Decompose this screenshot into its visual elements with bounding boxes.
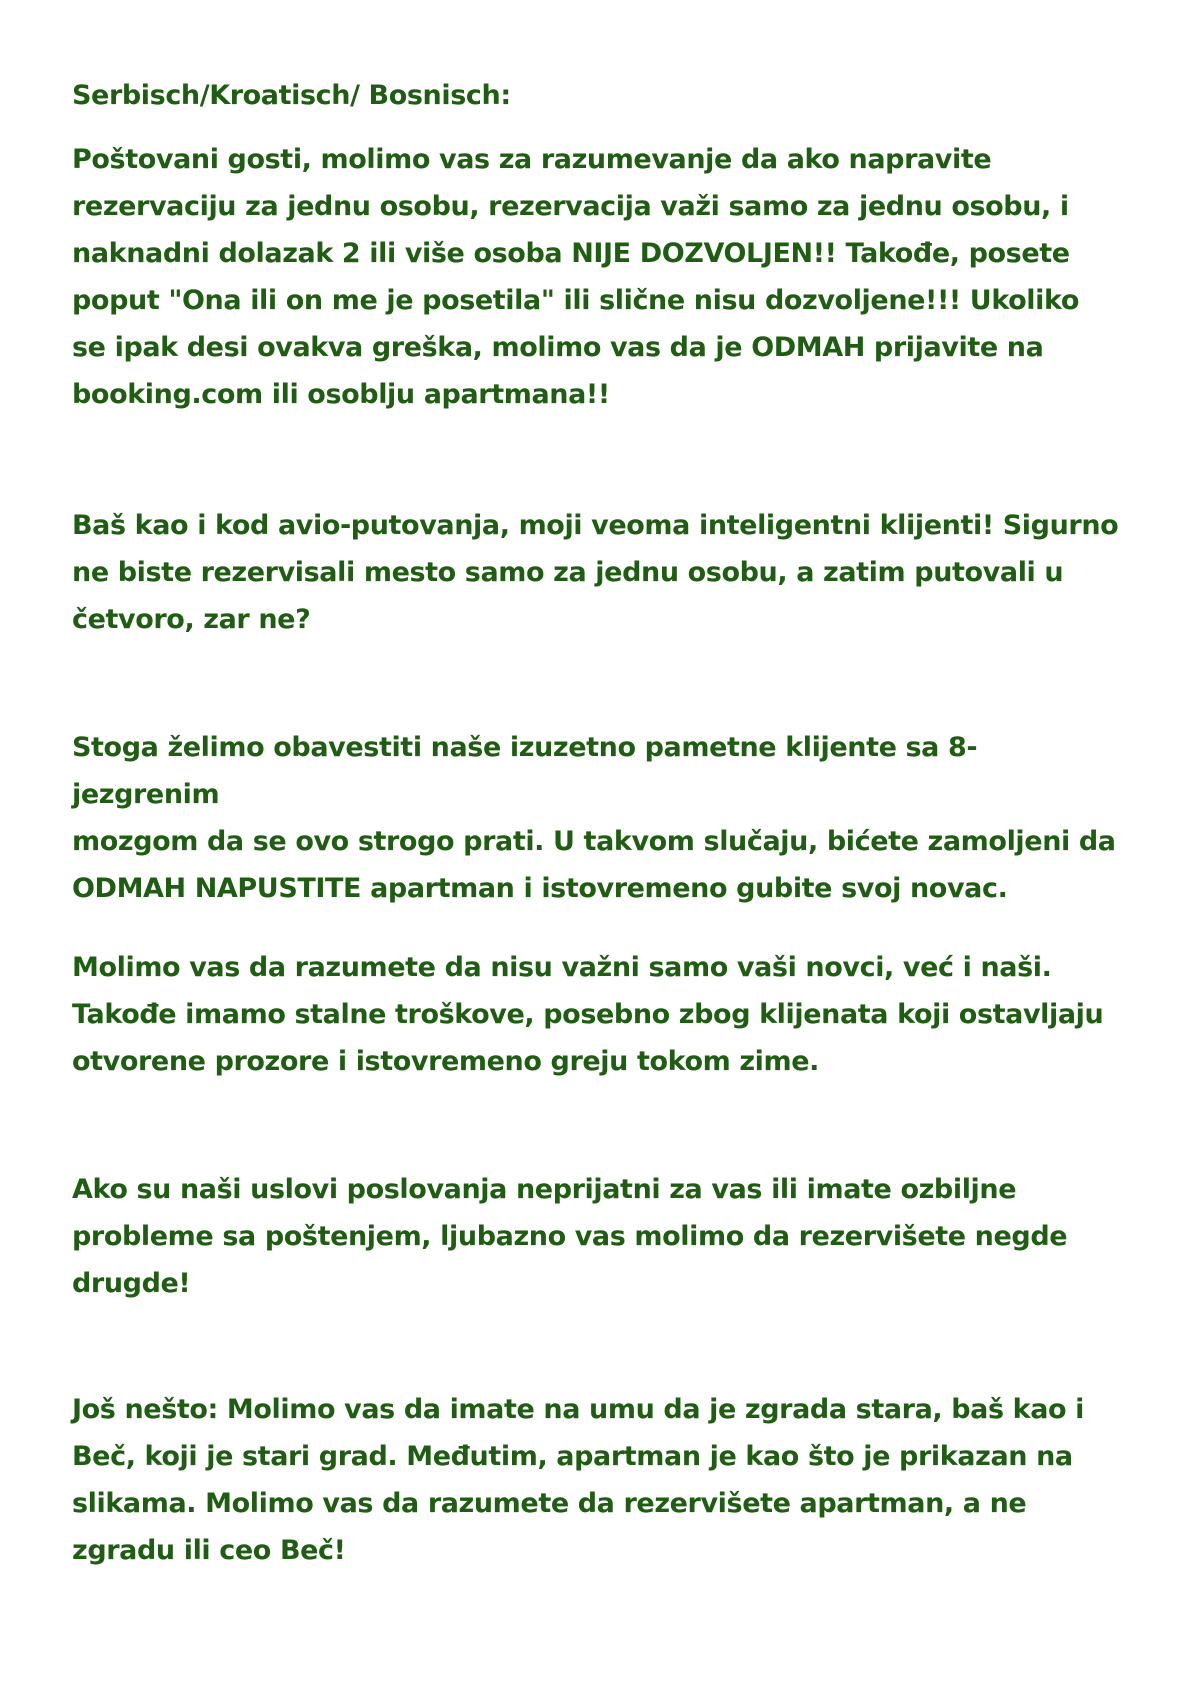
paragraph-enforcement: Stoga želimo obavestiti naše izuzetno pametne klijente sa 8-jezgrenim mozgom da se ovo strogo prati. U takvom slučaju, bićete zamoljeni da ODMAH NAPUSTITE apartman i istovremeno gubite svoj novac. xyxy=(72,732,1116,904)
document-heading: Serbisch/Kroatisch/ Bosnisch: xyxy=(72,80,511,111)
paragraph-flight-analogy: Baš kao i kod avio-putovanja, moji veoma inteligentni klijenti! Sigurno ne biste rezervisali mesto samo za jednu osobu, a zatim putovali u četvoro, zar ne? xyxy=(72,510,1119,635)
paragraph-book-elsewhere: Ako su naši uslovi poslovanja neprijatni za vas ili imate ozbiljne probleme sa poštenjem, ljubazno vas molimo da rezervišete negde drugde! xyxy=(72,1174,1068,1299)
paragraph-costs: Molimo vas da razumete da nisu važni samo vaši novci, već i naši. Takođe imamo stalne troškove, posebno zbog klijenata koji ostavljaju otvorene prozore i istovremeno greju tokom zime. xyxy=(72,952,1104,1077)
paragraph-booking-policy: Poštovani gosti, molimo vas za razumevanje da ako napravite rezervaciju za jednu osobu, rezervacija važi samo za jednu osobu, i naknadni dolazak 2 ili više osoba NIJE DOZVOLJEN!! Takođe, posete poput "Ona ili on me je posetila" ili slične nisu dozvoljene!!! Ukoliko se ipak desi ovakva greška, molimo vas da je ODMAH prijavite na booking.com ili osoblju apartmana!! xyxy=(72,144,1079,410)
paragraph-old-building: Još nešto: Molimo vas da imate na umu da je zgrada stara, baš kao i Beč, koji je stari grad. Međutim, apartman je kao što je prikazan na slikama. Molimo vas da razumete da rezervišete apartman, a ne zgradu ili ceo Beč! xyxy=(72,1394,1085,1566)
